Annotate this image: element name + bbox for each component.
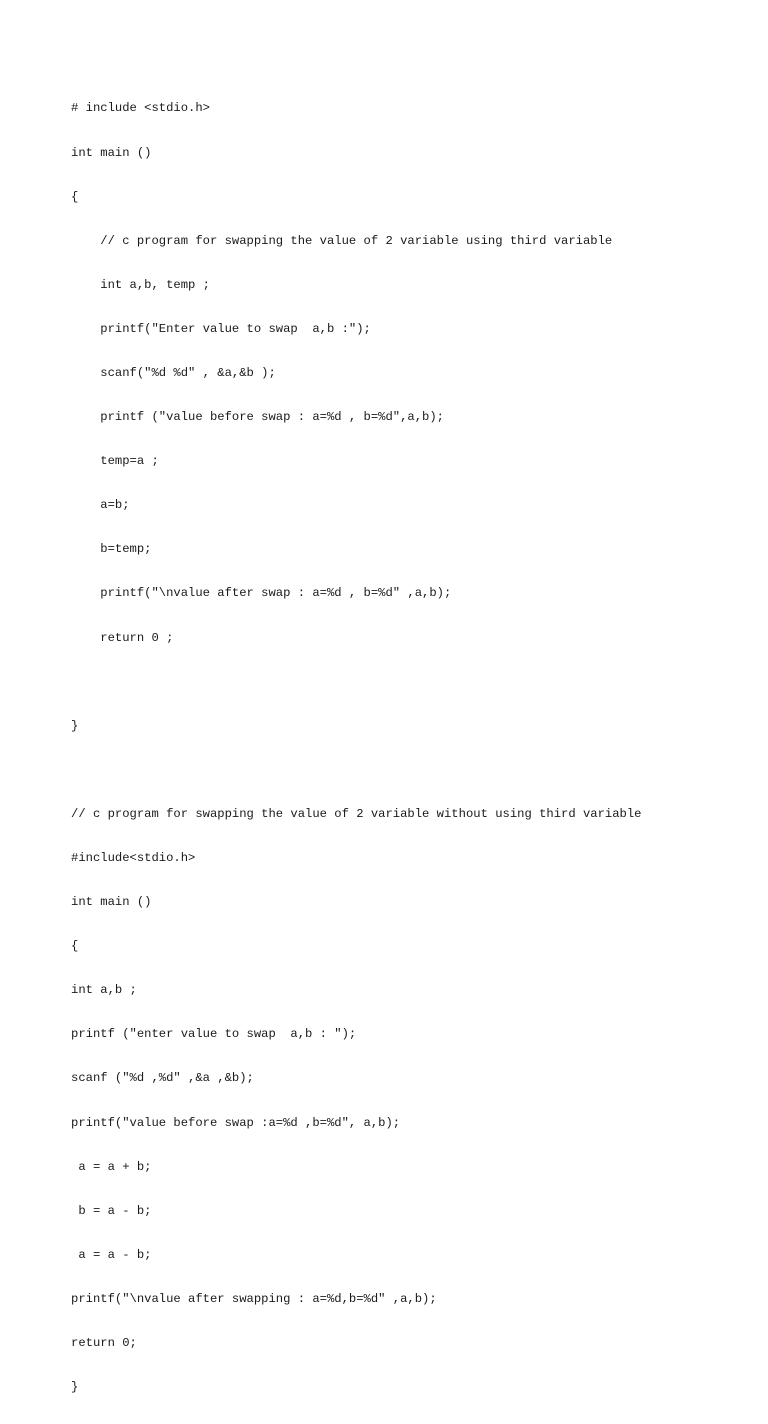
code-line: { [71, 189, 79, 204]
code-line: scanf("%d %d" , &a,&b ); [71, 365, 276, 380]
code-line: return 0; [71, 1336, 137, 1351]
code-comment-line: // c program for swapping the value of 2 variable using third variable [71, 233, 613, 248]
code-line: a=b; [71, 498, 130, 513]
code-line: #include<stdio.h> [71, 851, 196, 865]
code-line: temp=a ; [71, 454, 159, 469]
code-line: b = a - b; [71, 1203, 152, 1218]
code-line: int a,b, temp ; [71, 277, 210, 292]
code-line: return 0 ; [71, 630, 174, 645]
code-line: printf("\nvalue after swapping : a=%d,b=%d" ,a,b); [71, 1291, 437, 1306]
code-line: b=temp; [71, 542, 152, 557]
code-line: } [71, 1380, 79, 1395]
code-line: int main () [71, 145, 152, 160]
code-line: printf("value before swap :a=%d ,b=%d", a,b); [71, 1115, 401, 1130]
code-line: printf ("value before swap : a=%d , b=%d",a,b); [71, 410, 444, 425]
code-line: { [71, 939, 79, 954]
code-line-blank [71, 763, 641, 778]
code-line: # include <stdio.h> [71, 101, 210, 116]
code-line: a = a + b; [71, 1159, 152, 1174]
code-line: printf("\nvalue after swap : a=%d , b=%d" ,a,b); [71, 586, 452, 601]
code-line-blank [71, 675, 641, 690]
code-comment-line: // c program for swapping the value of 2 variable without using third variable [71, 806, 642, 821]
code-line: printf("Enter value to swap a,b :"); [71, 321, 371, 336]
code-line: } [71, 718, 79, 733]
code-line: scanf ("%d ,%d" ,&a ,&b); [71, 1071, 254, 1086]
code-line: a = a - b; [71, 1247, 152, 1262]
code-listing [71, 72, 641, 1424]
code-line: int a,b ; [71, 983, 137, 998]
code-line: printf ("enter value to swap a,b : "); [71, 1027, 357, 1042]
code-line: int main () [71, 895, 152, 910]
